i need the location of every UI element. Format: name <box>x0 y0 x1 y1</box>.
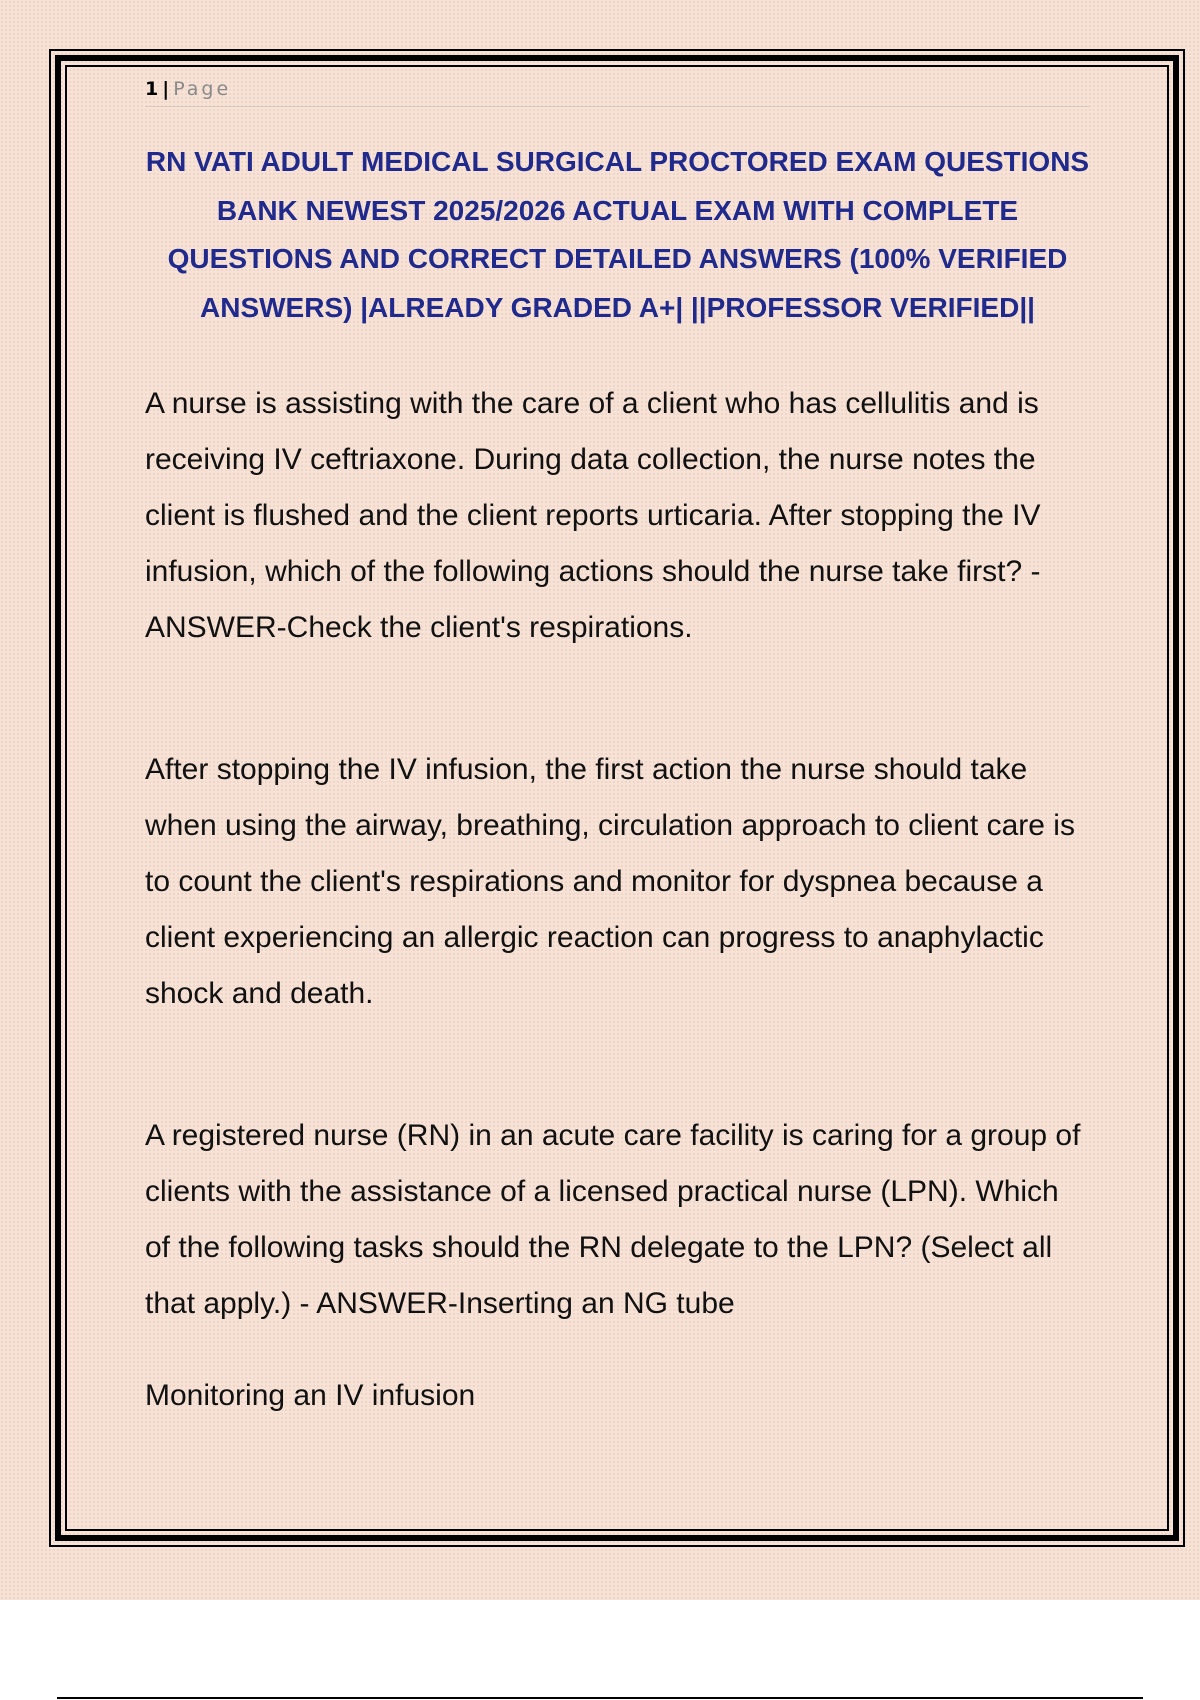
page-header <box>145 74 1090 107</box>
page-label: Page <box>173 78 232 100</box>
answer-line: Monitoring an IV infusion <box>145 1379 476 1412</box>
page-number: 1 <box>145 78 159 100</box>
page-header-separator: | <box>162 78 170 100</box>
document-title: RN VATI ADULT MEDICAL SURGICAL PROCTORED EXAM QUESTIONS BANK NEWEST 2025/2026 ACTUAL EXAM WITH COMPLETE QUESTIONS AND CORRECT DETAILED ANSWERS (100% VERIFIED ANSWERS) |ALREADY GRADED A+| ||PROFESSOR VERIFIED|| <box>145 146 1090 323</box>
question-paragraph-2: A registered nurse (RN) in an acute care facility is caring for a group of clients with the assistance of a licensed practical nurse (LPN). Which of the following tasks should the RN delegate to the LPN? (Select all that apply.) - ANSWER-Inserting an NG tube <box>145 1119 1081 1320</box>
rationale-paragraph: After stopping the IV infusion, the first action the nurse should take when using the airway, breathing, circulation approach to client care is to count the client's respirations and monitor for dyspnea because a client experiencing an allergic reaction can progress to anaphylactic shock and death. <box>145 753 1075 1010</box>
bottom-divider <box>57 1697 1143 1699</box>
question-paragraph-1: A nurse is assisting with the care of a client who has cellulitis and is receiving IV ceftriaxone. During data collection, the nurse notes the client is flushed and the client reports urticaria. After stopping the IV infusion, which of the following actions should the nurse take first? - ANSWER-Check the client's respirations. <box>145 387 1041 644</box>
